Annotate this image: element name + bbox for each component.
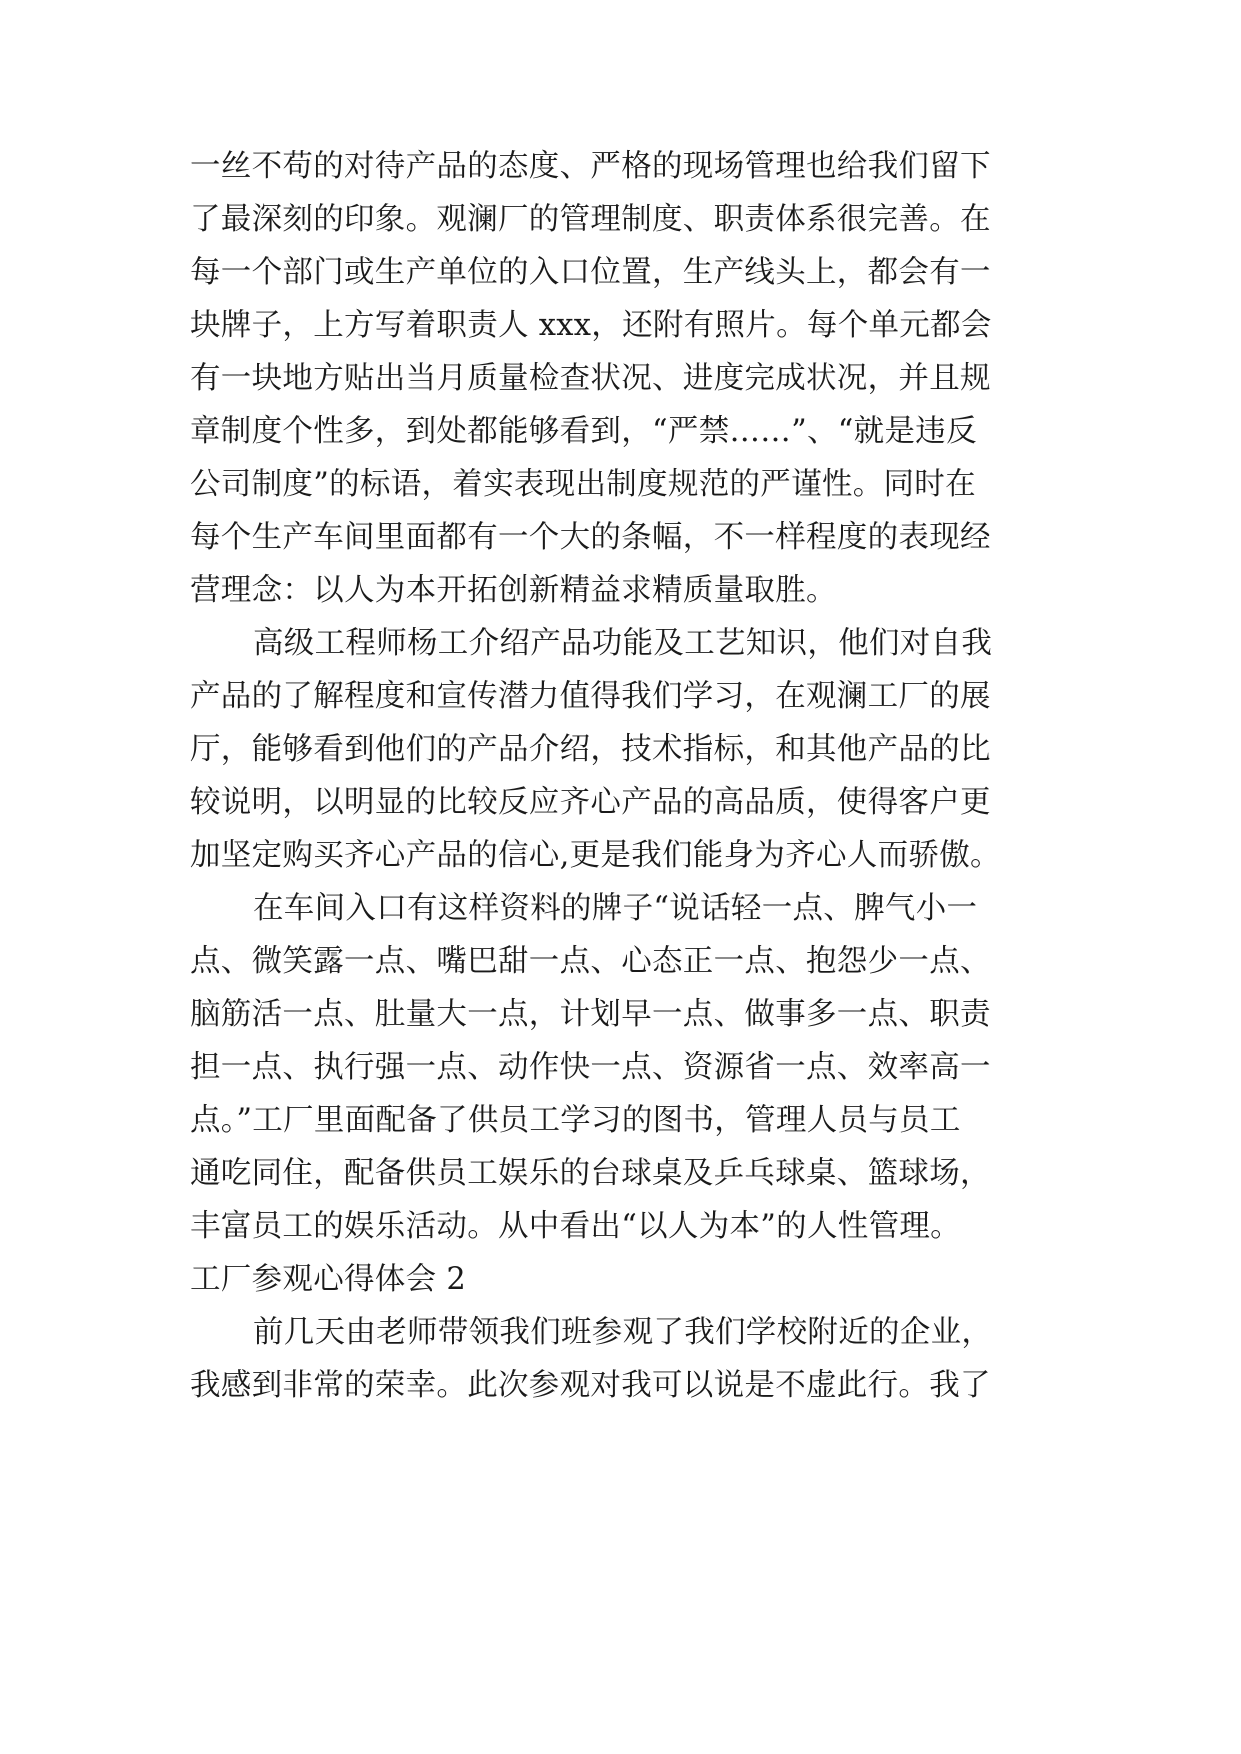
- text-line: 脑筋活一点、肚量大一点，计划早一点、做事多一点、职责: [190, 997, 991, 1032]
- text-line: 丰富员工的娱乐活动。从中看出“以人为本”的人性管理。: [190, 1209, 961, 1244]
- text-line: 一丝不苟的对待产品的态度、严格的现场管理也给我们留下: [190, 149, 991, 184]
- text-line: 章制度个性多，到处都能够看到，“严禁……”、“就是违反: [190, 414, 977, 449]
- text-line: 产品的了解程度和宣传潜力值得我们学习，在观澜工厂的展: [190, 679, 991, 714]
- text-line: 每一个部门或生产单位的入口位置，生产线头上，都会有一: [190, 255, 991, 290]
- text-line: 有一块地方贴出当月质量检查状况、进度完成状况，并且规: [190, 361, 991, 396]
- paragraph-first-line: 高级工程师杨工介绍产品功能及工艺知识，他们对自我: [253, 626, 993, 661]
- text-line: 块牌子，上方写着职责人 xxx，还附有照片。每个单元都会: [190, 308, 992, 343]
- text-line: 点、微笑露一点、嘴巴甜一点、心态正一点、抱怨少一点、: [190, 944, 991, 979]
- text-line: 营理念：以人为本开拓创新精益求精质量取胜。: [190, 573, 837, 608]
- text-line: 我感到非常的荣幸。此次参观对我可以说是不虚此行。我了: [190, 1368, 991, 1403]
- section-heading: 工厂参观心得体会 2: [190, 1262, 467, 1297]
- text-line: 公司制度”的标语，着实表现出制度规范的严谨性。同时在: [190, 467, 976, 502]
- text-line: 点。”工厂里面配备了供员工学习的图书，管理人员与员工: [190, 1103, 961, 1138]
- text-line: 通吃同住，配备供员工娱乐的台球桌及乒乓球桌、篮球场，: [190, 1156, 991, 1191]
- text-line: 厅，能够看到他们的产品介绍，技术指标，和其他产品的比: [190, 732, 991, 767]
- text-line: 了最深刻的印象。观澜厂的管理制度、职责体系很完善。在: [190, 202, 991, 237]
- paragraph-first-line: 在车间入口有这样资料的牌子“说话轻一点、脾气小一: [253, 891, 978, 926]
- text-line: 加坚定购买齐心产品的信心,更是我们能身为齐心人而骄傲。: [190, 838, 1001, 873]
- text-line: 每个生产车间里面都有一个大的条幅，不一样程度的表现经: [190, 520, 991, 555]
- text-line: 较说明，以明显的比较反应齐心产品的高品质，使得客户更: [190, 785, 991, 820]
- text-line: 担一点、执行强一点、动作快一点、资源省一点、效率高一: [190, 1050, 991, 1085]
- paragraph-first-line: 前几天由老师带领我们班参观了我们学校附近的企业，: [253, 1315, 993, 1350]
